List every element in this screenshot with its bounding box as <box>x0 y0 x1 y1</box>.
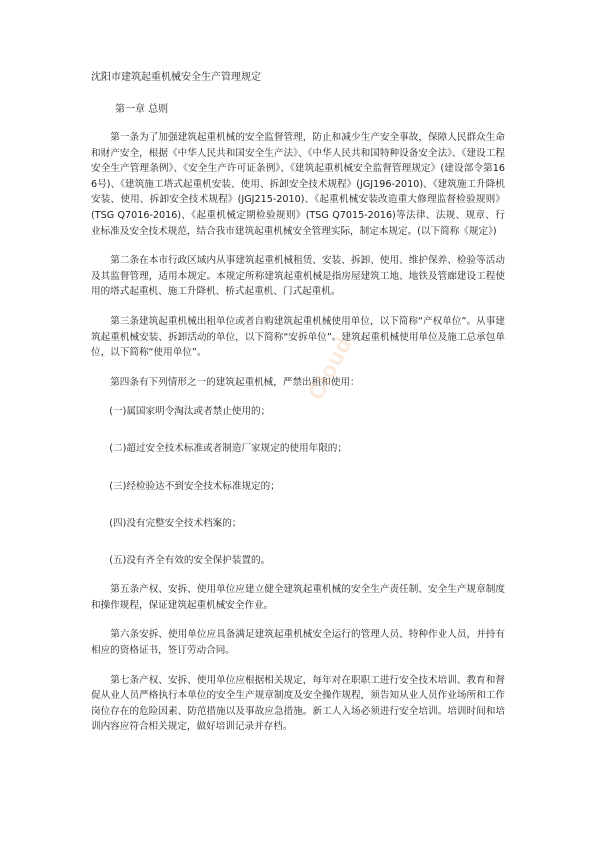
list-item: (三)经检验达不到安全技术标准规定的； <box>109 480 280 492</box>
document-body <box>91 130 505 749</box>
list-item: (二)超过安全技术标准或者制造厂家规定的使用年限的； <box>109 443 347 455</box>
article-2: 第二条在本市行政区域内从事建筑起重机械租赁、安装、拆卸、使用、维护保养、检验等活动及其监督管理，适用本规定。本规定所称建筑起重机械是指房屋建筑工地、地铁及管廊建设工程使用的塔式起重机、施工升降机、桥式起重机、门式起重机。 <box>91 255 505 298</box>
article-1: 第一条为了加强建筑起重机械的安全监督管理，防止和减少生产安全事故，保障人民群众生命和财产安全，根据《中华人民共和国安全生产法》、《中华人民共和国特种设备安全法》、《建设工程安全生产管理条例》、《安全生产许可证条例》、《建筑起重机械安全监督管理规定》(建设部令第166号)、《建筑施工塔式起重机安装、使用、拆卸安全技术规程》(JGJ196-2010)、《建筑施工升降机安装、使用、拆卸安全技术规程》(JGJ215-2010)、《起重机械安装改造重大修理监督检验规则》(TSG Q7016-2016)、《起重机械定期检验规则》(TSG Q7015-2016)等法律、法规、规章、行业标准及安全技术规范，结合我市建筑起重机械安全管理实际，制定本规定。(以下简称《规定》) <box>91 132 505 237</box>
list-item: (四)没有完整安全技术档案的； <box>109 517 242 529</box>
article-4: 第四条有下列情形之一的建筑起重机械，严禁出租和使用： <box>110 376 360 388</box>
list-item: (一)属国家明令淘汰或者禁止使用的； <box>109 406 271 418</box>
watermark-logo: Cloud <box>303 332 357 404</box>
list-item: (五)没有齐全有效的安全保护装置的。 <box>109 554 271 566</box>
article-7: 第七条产权、安拆、使用单位应根据相关规定，每年对在职职工进行安全技术培训、教育和督促从业人员严格执行本单位的安全生产规章制度及安全操作规程，须告知从业人员作业场所和工作岗位存在的危险因素、防范措施以及事故应急措施。新工人入场必须进行安全培训。培训时间和培训内容应符合相关规定，做好培训记录并存档。 <box>91 674 505 733</box>
chapter-heading: 第一章 总则 <box>115 104 169 115</box>
article-6: 第六条安拆、使用单位应具备满足建筑起重机械安全运行的管理人员、特种作业人员，并持有相应的资格证书，签订劳动合同。 <box>91 629 505 657</box>
article-5: 第五条产权、安拆、使用单位应建立健全建筑起重机械的安全生产责任制、安全生产规章制度和操作规程，保证建筑起重机械安全作业。 <box>91 584 505 611</box>
article-3: 第三条建筑起重机械出租单位或者自购建筑起重机械使用单位，以下简称“产权单位”。从事建筑起重机械安装、拆卸活动的单位，以下简称“安拆单位”。建筑起重机械使用单位及施工总承包单位，以下简称“使用单位”。 <box>91 315 505 359</box>
document-title: 沈阳市建筑起重机械安全生产管理规定 <box>91 72 261 83</box>
